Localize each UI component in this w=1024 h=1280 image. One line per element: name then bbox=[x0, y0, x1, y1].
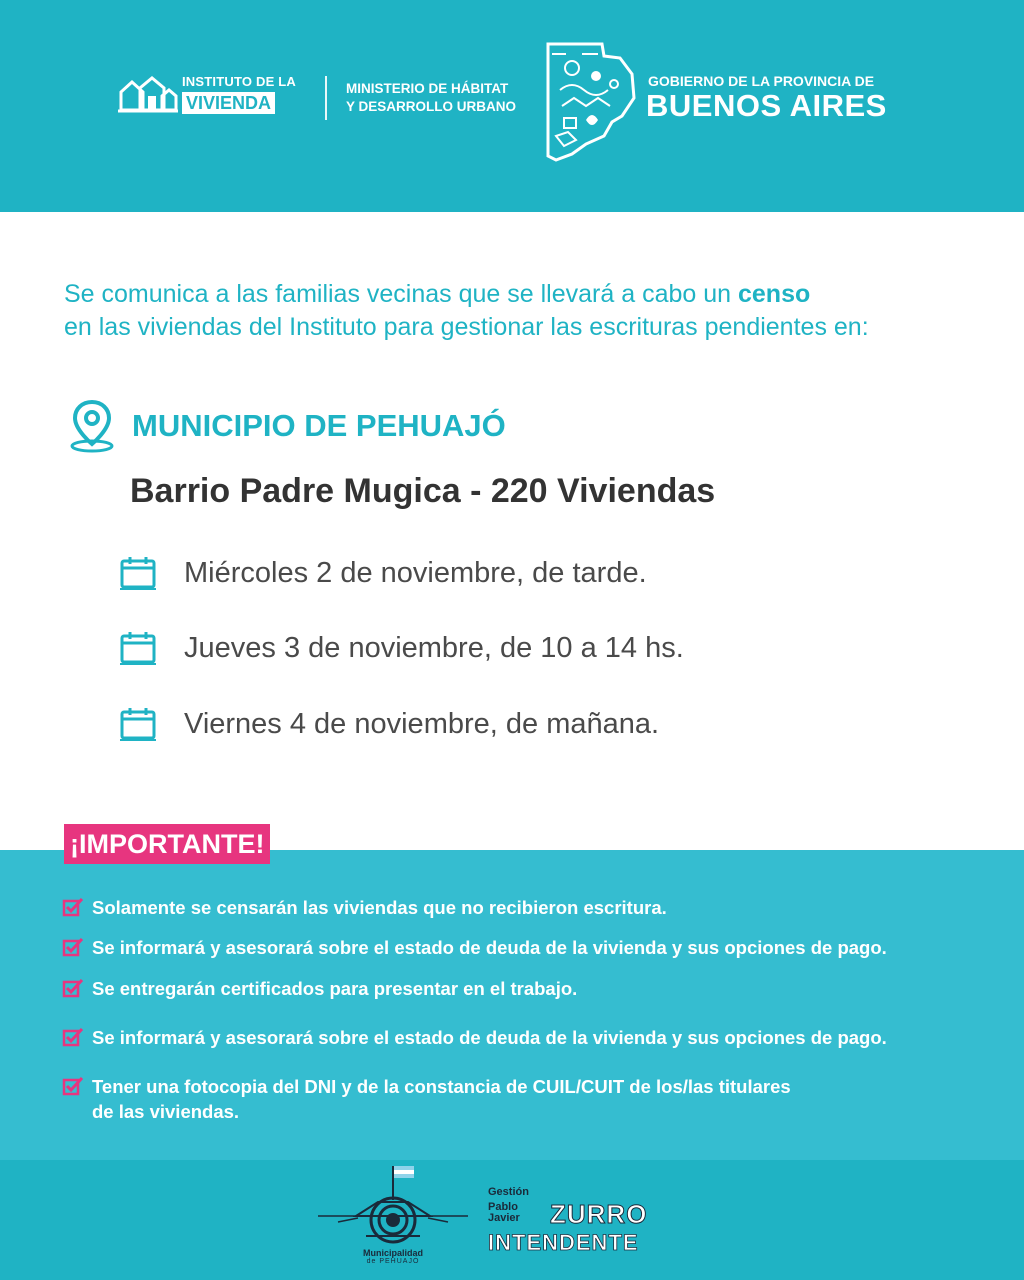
intendente-label: INTENDENTE bbox=[488, 1230, 639, 1255]
first-name-label: Pablo Javier bbox=[488, 1201, 520, 1224]
intro-part1: Se comunica a las familias vecinas que se llevará a cabo un bbox=[64, 280, 738, 308]
date-text: Jueves 3 de noviembre, de 10 a 14 hs. bbox=[184, 632, 684, 664]
list-item-text: Se informará y asesorará sobre el estado de deuda de la vivienda y sus opciones de pago. bbox=[92, 1027, 887, 1048]
municipalidad-emblem-icon bbox=[318, 1162, 468, 1248]
checkbox-checked-icon bbox=[62, 1076, 84, 1096]
houses-icon bbox=[118, 74, 178, 114]
list-item-text: Se entregarán certificados para presentar en el trabajo. bbox=[92, 978, 578, 999]
checkbox-checked-icon bbox=[62, 978, 84, 998]
municipalidad-logo bbox=[318, 1162, 468, 1274]
date-text: Miércoles 2 de noviembre, de tarde. bbox=[184, 557, 647, 589]
barrio-title: Barrio Padre Mugica - 220 Viviendas bbox=[130, 472, 716, 510]
calendar-icon bbox=[118, 630, 158, 666]
intro-part2: en las viviendas del Instituto para gestionar las escrituras pendientes en: bbox=[64, 313, 869, 341]
ministerio-line1: MINISTERIO DE HÁBITAT bbox=[346, 81, 509, 96]
ministerio-line2: Y DESARROLLO URBANO bbox=[346, 99, 517, 114]
header-banner bbox=[0, 0, 1024, 212]
last-name-label: ZURRO bbox=[550, 1199, 648, 1229]
zurro-logo bbox=[488, 1186, 708, 1256]
location-pin-icon bbox=[68, 398, 116, 454]
vivienda-label: VIVIENDA bbox=[182, 92, 275, 114]
checkbox-checked-icon bbox=[62, 937, 84, 957]
list-item-text: Tener una fotocopia del DNI y de la constancia de CUIL/CUIT de los/las titulares de las viviendas. bbox=[92, 1076, 791, 1122]
date-text: Viernes 4 de noviembre, de mañana. bbox=[184, 708, 660, 740]
gestion-label: Gestión bbox=[488, 1186, 529, 1198]
calendar-icon bbox=[118, 706, 158, 742]
checkbox-checked-icon bbox=[62, 897, 84, 917]
checkbox-checked-icon bbox=[62, 1027, 84, 1047]
list-item-text: Se informará y asesorará sobre el estado de deuda de la vivienda y sus opciones de pago. bbox=[92, 937, 887, 958]
list-item-text: Solamente se censarán las viviendas que no recibieron escritura. bbox=[92, 897, 667, 918]
intro-bold: censo bbox=[737, 280, 811, 308]
intro-text bbox=[64, 278, 1004, 344]
instituto-vivienda-logo bbox=[118, 70, 308, 120]
buenos-aires-label: BUENOS AIRES bbox=[646, 88, 887, 123]
municipio-title: MUNICIPIO DE PEHUAJÓ bbox=[132, 408, 506, 443]
calendar-icon bbox=[118, 555, 158, 591]
gobierno-label: GOBIERNO DE LA PROVINCIA DE bbox=[648, 73, 875, 89]
province-map-icon bbox=[542, 40, 638, 164]
instituto-label: INSTITUTO DE LA bbox=[182, 74, 296, 89]
important-badge: ¡IMPORTANTE! bbox=[64, 824, 270, 864]
ministerio-label bbox=[346, 80, 516, 116]
pehuajo-label: de PEHUAJÓ bbox=[366, 1258, 420, 1265]
municipalidad-label: Municipalidad bbox=[362, 1248, 423, 1258]
header-divider bbox=[325, 76, 327, 120]
